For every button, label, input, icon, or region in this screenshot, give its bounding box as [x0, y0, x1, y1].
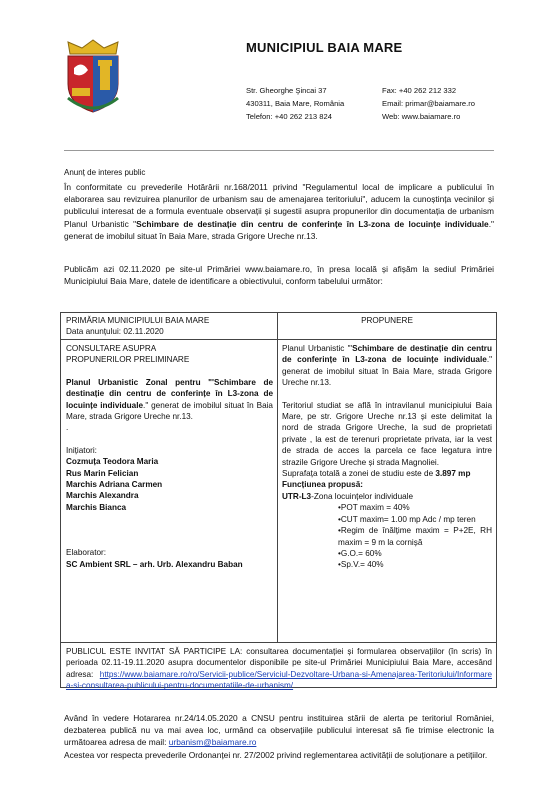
indicator-item: •G.O.= 60%	[338, 548, 382, 558]
indicator-item: •Regim de înălțime maxim = P+2E, RH maxim = 9 m la cornișă	[338, 526, 492, 547]
address-phone: Telefon: +40 262 213 824	[246, 112, 332, 121]
indicator-item: •CUT maxim= 1.00 mp Adc / mp teren	[338, 514, 476, 524]
indicator-item: •Sp.V.= 40%	[338, 560, 384, 570]
intro-text: În conformitate cu prevederile Hotărârii nr.168/2011 privind "Regulamentul local de implicare a publicului în elaborarea sau revizuirea planurilor de urbanism sau de amenajarea teritoriului", aducem la cunoștința vecinilor și publicului interesat de a formula eventuale observații și sugestii asupra propunerilor din documentația de urbanism Planul Urbanistic "	[64, 182, 494, 229]
proposal-plan-text: Planul Urbanistic "'	[282, 344, 353, 353]
urbanism-email-link[interactable]: urbanism@baiamare.ro	[168, 737, 257, 748]
developer-label: Elaborator:	[66, 548, 107, 558]
function-label: Funcțiunea propusă:	[282, 480, 363, 490]
invitation-text: PUBLICUL ESTE INVITAT SĂ PARTICIPE LA: consultarea documentației și formularea observațiilor (în scris) în perioada 02.11-19.11.2020 asupra documentelor disponibile pe site-ul Primăriei Municipiului Baia Mare, accesând adresa:	[66, 647, 492, 679]
header-divider	[64, 150, 494, 151]
ordinance-text: Acestea vor respecta prevederile Ordonanței nr. 27/2002 privind reglementarea activității de soluționare a petițiilor.	[64, 749, 488, 760]
intro-paragraph	[64, 181, 494, 242]
table-left-column	[66, 343, 273, 570]
zone-name: -Zona locuințelor individuale	[311, 491, 414, 501]
contact-fax: Fax: +40 262 212 332	[382, 86, 457, 95]
contact-email: Email: primar@baiamare.ro	[382, 99, 475, 108]
institution-name: PRIMĂRIA MUNICIPIULUI BAIA MARE	[66, 316, 210, 325]
initiator-name: Marchis Adriana Carmen	[66, 480, 163, 490]
contact-block	[382, 84, 475, 123]
territory-description: Teritoriul studiat se află în intravilanul municipiului Baia Mare, pe str. Grigore Ureche nr.13 și este delimitat la nord de strada Grigore Ureche, la sud de proprietati private , la est de terenuri proprietate privata, iar la vest de strada de acces la parcela ce face legatura intre strazile Grigore Ureche și strada Magnoliei.	[282, 400, 492, 467]
initiator-name: Marchis Alexandra	[66, 491, 139, 501]
initiators-label: Inițiatori:	[66, 445, 97, 455]
table-footer	[66, 646, 492, 692]
alert-text: Având în vedere Hotararea nr.24/14.05.2020 a CNSU pentru instituirea stării de alerta pe teritoriul României, dezbaterea publică nu va mai avea loc, urmând ca observațiile publicului interesat să fie trimise electronic la următoarea adresa de mail:	[64, 713, 494, 748]
address-block	[246, 84, 344, 123]
notice-title: Anunț de interes public	[64, 168, 146, 177]
closing-paragraph	[64, 712, 494, 761]
page-title: MUNICIPIUL BAIA MARE	[246, 40, 403, 55]
consult-label: CONSULTARE ASUPRA	[66, 344, 157, 353]
dot-text: .	[66, 423, 69, 433]
intro-project-name: Schimbare de destinație din centru de conferințe în L3-zona de locuințe individuale	[136, 218, 489, 229]
city-coat-of-arms-icon	[62, 38, 124, 114]
table-right-column	[282, 343, 492, 571]
intro-text-end: ." generat de imobilul situat în Baia Mare, strada Grigore Ureche nr.13.	[64, 218, 494, 241]
proposal-project-name: Schimbare de destinație din centru de conferințe în L3-zona de locuințe individuale	[282, 344, 492, 365]
contact-web: Web: www.baiamare.ro	[382, 112, 461, 121]
consult-label-2: PROPUNERILOR PRELIMINARE	[66, 355, 190, 365]
info-table	[60, 312, 497, 691]
consultation-link[interactable]: https://www.baiamare.ro/ro/Servicii-publice/Serviciul-Dezvoltare-Urbana-si-Amenajarea-Teritoriului/Informarea-si-consultarea-publicului-pentru-documentatiile-de-urbanism/	[66, 669, 492, 691]
initiator-name: Marchis Bianca	[66, 502, 127, 512]
surface-text: Suprafața totală a zonei de studiu este de	[282, 469, 436, 479]
zone-code: UTR-L3	[282, 491, 312, 501]
indicator-item: •POT maxim = 40%	[338, 503, 410, 513]
plan-title: Planul Urbanistic Zonal pentru "'Schimbare de destinație din centru de conferințe în L3-zona de locuințe individuale	[66, 377, 273, 410]
developer-name: SC Ambient SRL – arh. Urb. Alexandru Baban	[66, 559, 243, 569]
surface-value: 3.897 mp	[435, 469, 471, 479]
initiator-name: Cozmuța Teodora Maria	[66, 457, 159, 467]
notice-date: Data anunțului: 02.11.2020	[66, 327, 164, 337]
table-head-right: PROPUNERE	[361, 316, 413, 325]
table-head-left	[66, 315, 274, 338]
publication-paragraph: Publicăm azi 02.11.2020 pe site-ul Primăriei www.baiamare.ro, în presa locală și afișăm la sediul Primăriei Municipiului Baia Mare, datele de identificare a obiectivului, conform tabelului următor:	[64, 264, 494, 287]
initiator-name: Rus Marin Felician	[66, 468, 139, 478]
address-street: Str. Gheorghe Şincai 37	[246, 86, 327, 95]
plan-location: ." generat de imobilul situat în Baia Mare, strada Grigore Ureche nr.13.	[66, 400, 273, 422]
address-city: 430311, Baia Mare, România	[246, 99, 345, 108]
proposal-location: ." generat de imobilul situat în Baia Mare, strada Grigore Ureche nr.13.	[282, 355, 492, 388]
